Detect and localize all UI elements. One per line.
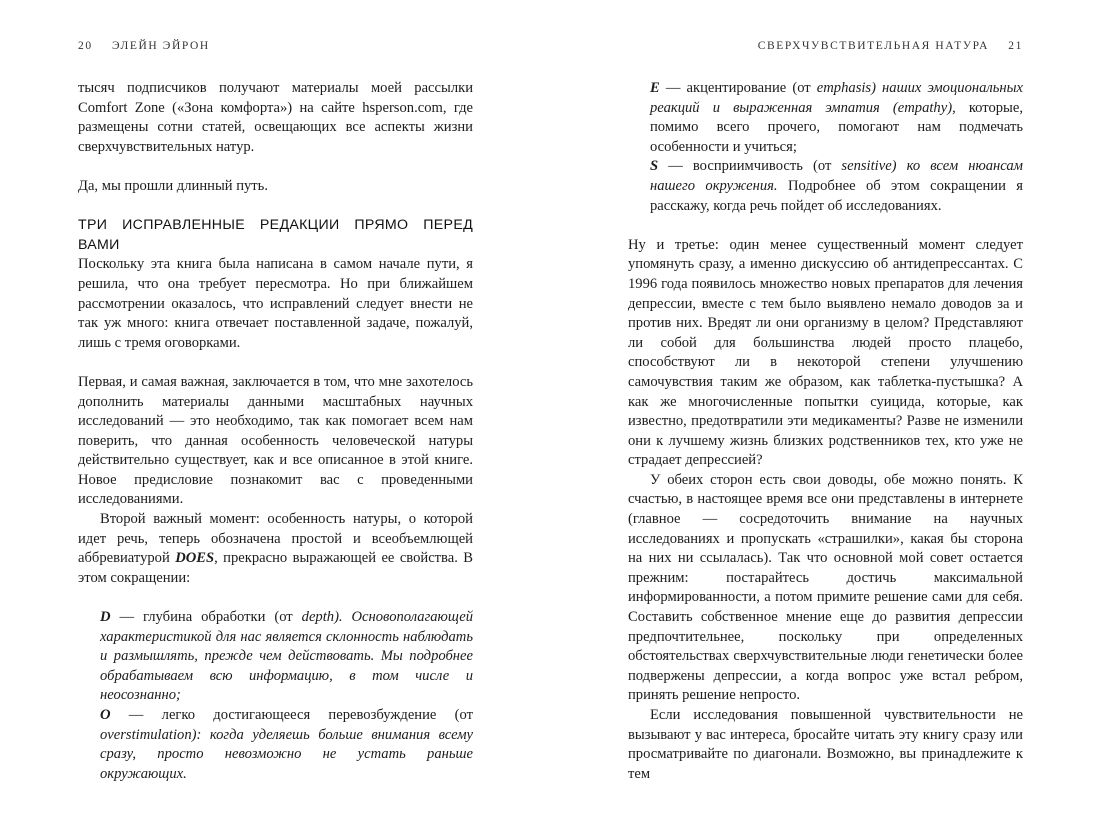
- definition-e: [628, 79, 1023, 157]
- right-body: [628, 79, 1023, 784]
- paragraph: У обеих сторон есть свои доводы, обе можно понять. К счастью, в настоящее время все они представлены в интернете (главное — сосредоточить внимание на научных исследованиях и пропускать «страшилки», какая бы сторона на них ни ссылалась). Так что основной мой совет остается прежним: постарайтесь достичь максимальной информированности, а потом примите решение сами для себя. Составить собственное мнение еще до развития депрессии предпочтительнее, поскольку при определенных обстоятельствах сверхчувствительные люди генетически более подвержены депрессии, а когда вопрос уже встал ребром, принять решение непросто.: [628, 471, 1023, 704]
- definition-letter: D: [100, 609, 111, 626]
- running-title: ЭЛЕЙН ЭЙРОН: [112, 40, 210, 52]
- text-run: , которые, помимо всего прочего, помогают нам подмечать особенности и учиться;: [650, 99, 1023, 155]
- page-number: 21: [1008, 40, 1023, 52]
- paragraph: Ну и третье: один менее существенный момент следует упомянуть сразу, а именно дискуссию об антидепрессантах. С 1996 года появилось множество новых препаратов для лечения депрессии, вместе с тем было выявлено немало доводов за и против них. Вредят ли они организму в целом? Представляют ли собой для большинства людей просто плацебо, способствуют ли в некоторой степени улучшению самочувствия таким же образом, как таблетка-пустышка? А как же многочисленные попытки суицида, которые, как известно, предотвратили эти медикаменты? Разве не изменили они к лучшему жизнь близких родственников тех, кто уже не страдает депрессией?: [628, 236, 1023, 469]
- left-body: [78, 79, 473, 784]
- abbreviation: DOES: [175, 550, 215, 567]
- text-run: Подробнее об этом сокращении я расскажу, когда речь пойдет об исследованиях.: [650, 177, 1023, 214]
- text-run: sensitive) ко всем нюансам нашего окружения.: [650, 158, 1023, 194]
- text-run: — восприимчивость (от: [658, 158, 842, 175]
- text-run: overstimulation): когда уделяешь больше внимания всему сразу, просто невозможно не устать раньше окружающих.: [100, 726, 473, 782]
- definition-letter: E: [650, 80, 660, 96]
- definition-o: [78, 706, 473, 784]
- paragraph: Если исследования повышенной чувствительности не вызывают у вас интереса, бросайте читать эту книгу сразу или просматривайте по диагонали. Возможно, вы принадлежите к тем: [628, 707, 1023, 782]
- left-page: [78, 0, 473, 825]
- text-run: depth). Основополагающей характеристикой для нас является склонность наблюдать и размышлять, прежде чем действовать. Мы подробнее обрабатываем всю информацию, в том числе и неосознанно;: [100, 609, 474, 704]
- paragraph: тысяч подписчиков получают материалы моей рассылки Comfort Zone («Зона комфорта») на сайте hsperson.com, где размещены сотни статей, освещающих все аспекты жизни сверхчувствительных натур.: [78, 80, 473, 155]
- definition-d: [78, 608, 473, 706]
- paragraph: [78, 510, 473, 588]
- paragraph: Да, мы прошли длинный путь.: [78, 177, 268, 194]
- running-title: СВЕРХЧУВСТВИТЕЛЬНАЯ НАТУРА: [757, 40, 989, 52]
- left-running-head: [78, 40, 473, 58]
- page-number: 20: [78, 40, 93, 52]
- text-run: , прекрасно выражающей ее свойства. В этом сокращении:: [78, 550, 473, 586]
- paragraph: Поскольку эта книга была написана в самом начале пути, я решила, что она требует пересмотра. Но при ближайшем рассмотрении оказалось, что исправлений следует внести не так уж много: книга отвечает поставленной задаче, пожалуй, лишь с тремя оговорками.: [78, 256, 473, 351]
- paragraph: Первая, и самая важная, заключается в том, что мне захотелось дополнить материалы данными масштабных научных исследований — это необходимо, так как помогает всем нам поверить, что данная особенность человеческой натуры действительно существует, как и все описанное в этой книге. Новое предисловие познакомит вас с проведенными исследованиями.: [78, 373, 473, 508]
- text-run: — акцентирование (от: [659, 80, 817, 96]
- definition-letter: O: [100, 707, 111, 723]
- text-run: Второй важный момент: особенность натуры, о которой идет речь, теперь обозначена простой и всеобъемлющей аббревиатурой: [78, 511, 473, 567]
- text-run: — глубина обработки (от: [110, 609, 302, 626]
- definition-letter: S: [650, 158, 659, 175]
- section-heading: ТРИ ИСПРАВЛЕННЫЕ РЕДАКЦИИ ПРЯМО ПЕРЕД ВАМИ: [78, 217, 473, 253]
- right-running-head: [628, 40, 1023, 58]
- text-run: — легко достигающееся перевозбуждение (от: [110, 707, 473, 723]
- text-run: emphasis) наших эмоциональных реакций и выраженная эмпатия (empathy): [650, 80, 1024, 116]
- right-page: [628, 0, 1023, 825]
- definition-s: [628, 157, 1023, 216]
